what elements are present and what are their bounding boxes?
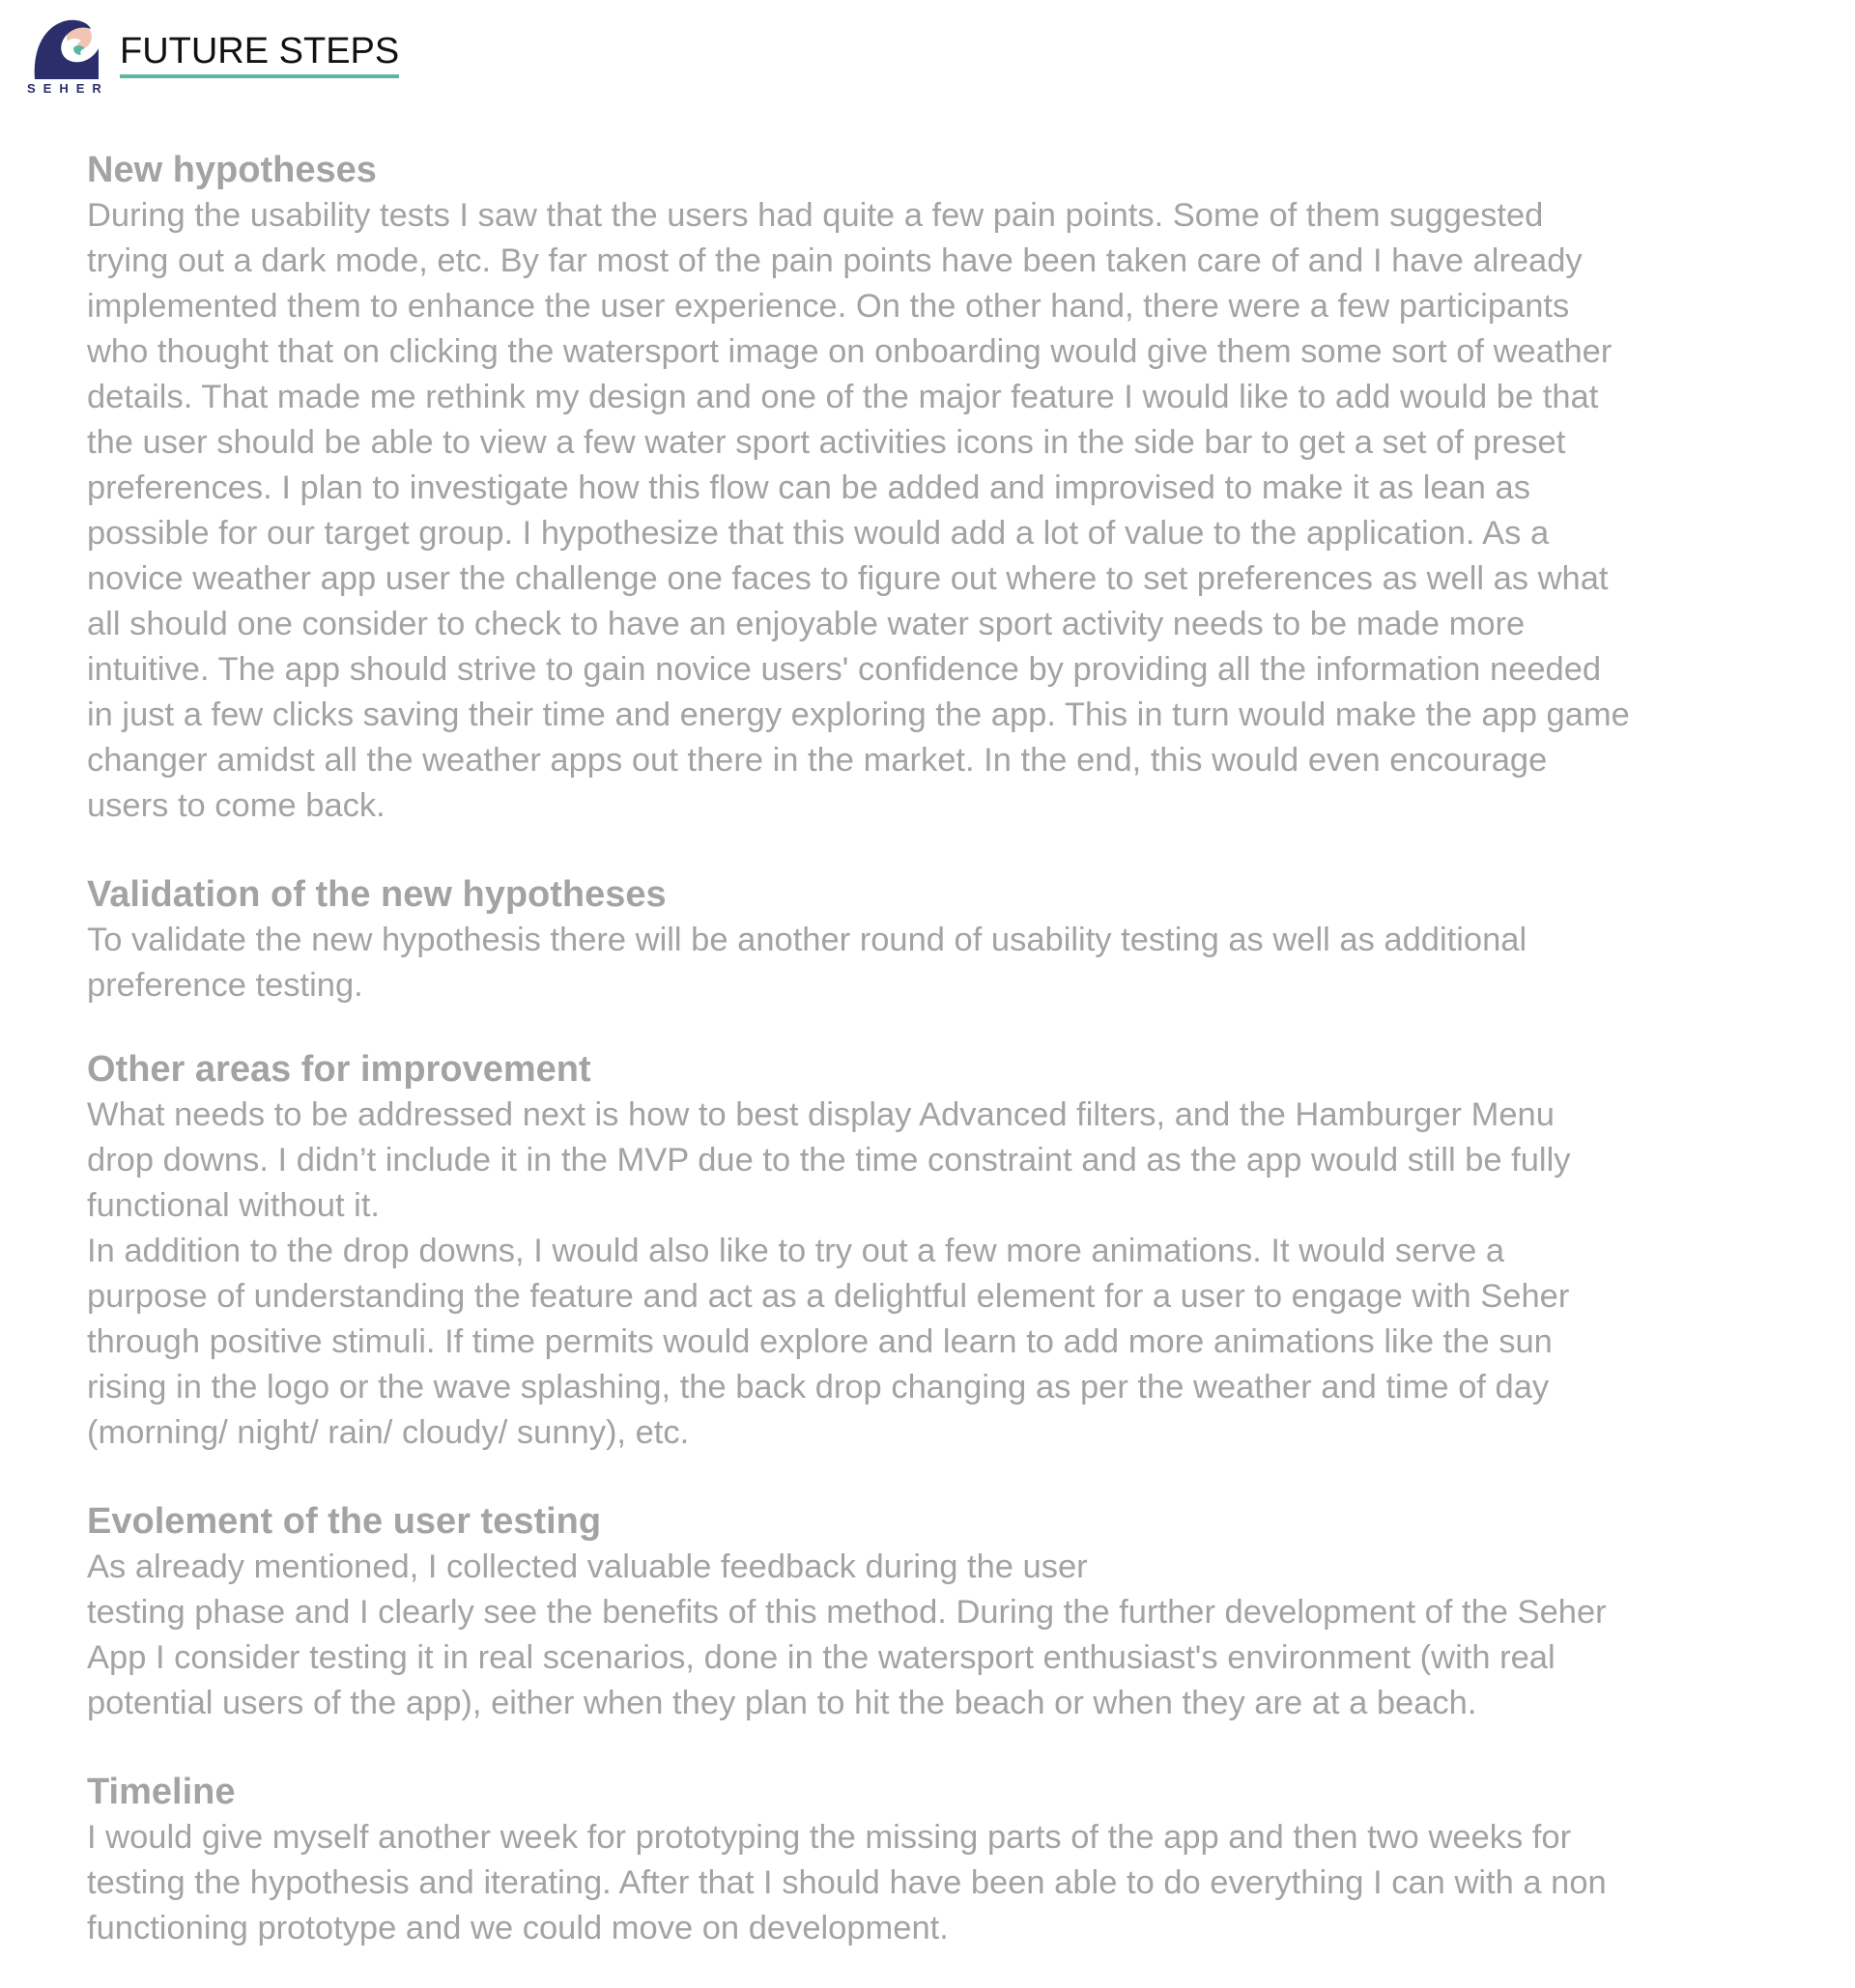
logo-wordmark: SEHER [27,81,109,96]
section-user-testing [87,1499,1787,1726]
section-heading: Other areas for improvement [87,1049,591,1090]
section-timeline [87,1770,1787,1951]
section-validation [87,872,1787,1008]
section-new-hypotheses [87,148,1787,829]
section-heading: Evolement of the user testing [87,1501,602,1542]
section-body: To validate the new hypothesis there will be another round of usability testing as well as additional preference testing. [87,922,1527,1004]
section-body: I would give myself another week for prototyping the missing parts of the app and then two weeks for testing the hypothesis and iterating. After that I should have been able to do everything I can with a non functioning prototype and we could move on development. [87,1819,1607,1946]
section-heading: New hypotheses [87,150,377,190]
seher-logo [27,14,109,100]
section-body: As already mentioned, I collected valuable feedback during the user testing phase and I clearly see the benefits of this method. During the further development of the Seher App I consider testing it in real scenarios, done in the watersport enthusiast's environment (with real potential users of the app), either when they plan to hit the beach or when they are at a beach. [87,1548,1607,1721]
wave-logo-icon [31,15,100,81]
section-body: During the usability tests I saw that the users had quite a few pain points. Some of them suggested trying out a dark mode, etc. By far most of the pain points have been taken care of and I have already implemented them to enhance the user experience. On the other hand, there were a few participants who thought that on clicking the watersport image on onboarding would give them some sort of weather details. That made me rethink my design and one of the major feature I would like to add would be that the user should be able to view a few water sport activities icons in the side bar to get a set of preset preferences. I plan to investigate how this flow can be added and improvised to make it as lean as possible for our target group. I hypothesize that this would add a lot of value to the application. As a novice weather app user the challenge one faces to figure out where to set preferences as well as what all should one consider to check to have an enjoyable water sport activity needs to be made more intuitive. The app should strive to gain novice users' confidence by providing all the information needed in just a few clicks saving their time and energy exploring the app. This in turn would make the app game changer amidst all the weather apps out there in the market. In the end, this would even encourage users to come back. [87,197,1630,824]
page-header [27,14,607,100]
section-heading: Validation of the new hypotheses [87,874,667,915]
page-title: FUTURE STEPS [120,31,399,78]
document-body [87,148,1787,1951]
section-body: What needs to be addressed next is how to best display Advanced filters, and the Hamburger Menu drop downs. I didn’t include it in the MVP due to the time constraint and as the app would still be fully functional without it. In addition to the drop downs, I would also like to try out a few more animations. It would serve a purpose of understanding the feature and act as a delightful element for a user to engage with Seher through positive stimuli. If time permits would explore and learn to add more animations like the sun rising in the logo or the wave splashing, the back drop changing as per the weather and time of day (morning/ night/ rain/ cloudy/ sunny), etc. [87,1096,1571,1451]
section-other-areas [87,1047,1787,1456]
section-heading: Timeline [87,1772,236,1812]
